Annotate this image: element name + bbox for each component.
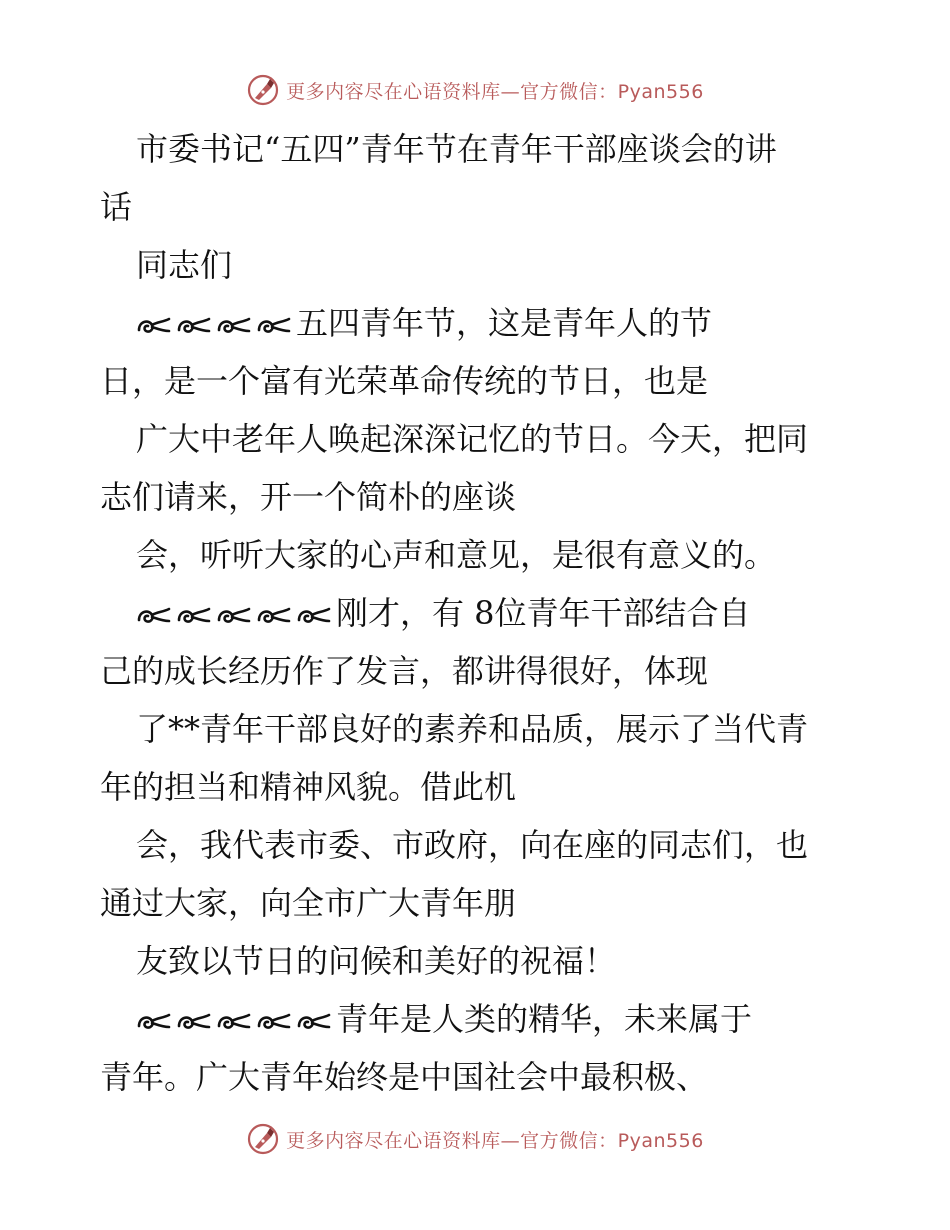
line-text: 青年是人类的精华，未来属于	[336, 1000, 753, 1038]
line-text: 友致以节日的问候和美好的祝福！	[136, 942, 617, 980]
line-text: 己的成长经历作了发言，都讲得很好，体现	[100, 652, 709, 690]
text-line	[136, 932, 896, 990]
line-text: 青年。广大青年始终是中国社会中最积极、	[100, 1058, 709, 1096]
text-line	[100, 1048, 860, 1106]
line-text: 志们请来，开一个简朴的座谈	[100, 478, 517, 516]
text-line	[100, 758, 860, 816]
text-line	[136, 990, 896, 1048]
banner-text: 更多内容尽在心语资料库—官方微信：Pyan556	[286, 1129, 704, 1152]
line-text: 日，是一个富有光荣革命传统的节日，也是	[100, 362, 709, 400]
line-text: 会，我代表市委、市政府，向在座的同志们，也	[136, 826, 809, 864]
line-text: 同志们	[136, 246, 233, 284]
text-line	[136, 294, 896, 352]
line-text: 五四青年节，这是青年人的节	[296, 304, 713, 342]
flourish-ornament-icon	[256, 315, 292, 337]
line-text: 广大中老年人唤起深深记忆的节日。今天，把同	[136, 420, 809, 458]
flourish-ornament-icon	[296, 1011, 332, 1033]
wechat-id: Pyan556	[617, 1129, 704, 1152]
text-line	[136, 526, 896, 584]
flourish-ornament-icon	[216, 315, 252, 337]
text-line	[100, 642, 860, 700]
line-text: 话	[100, 188, 133, 226]
flourish-ornament-icon	[176, 605, 212, 627]
line-text: 年的担当和精神风貌。借此机	[100, 768, 517, 806]
fountain-pen-nib-logo-icon	[246, 1122, 280, 1156]
text-line	[100, 352, 860, 410]
text-line	[136, 816, 896, 874]
flourish-ornament-icon	[136, 1011, 172, 1033]
line-text: 了**青年干部良好的素养和品质，展示了当代青	[136, 710, 809, 748]
line-text: 刚才，有 8位青年干部结合自	[336, 594, 751, 632]
flourish-ornament-icon	[256, 1011, 292, 1033]
line-text: 通过大家，向全市广大青年朋	[100, 884, 517, 922]
flourish-ornament-icon	[136, 605, 172, 627]
flourish-ornament-icon	[176, 315, 212, 337]
text-line	[136, 120, 896, 178]
wechat-id: Pyan556	[617, 80, 704, 103]
text-line	[136, 584, 896, 642]
text-line	[100, 468, 860, 526]
line-text: 市委书记“五四”青年节在青年干部座谈会的讲	[136, 130, 777, 168]
text-line	[100, 874, 860, 932]
fountain-pen-nib-logo-icon	[246, 73, 280, 107]
flourish-ornament-icon	[296, 605, 332, 627]
text-line	[136, 236, 896, 294]
footer-banner	[0, 1119, 950, 1159]
header-banner	[0, 70, 950, 110]
banner-text: 更多内容尽在心语资料库—官方微信：Pyan556	[286, 80, 704, 103]
text-line	[136, 700, 896, 758]
flourish-ornament-icon	[256, 605, 292, 627]
flourish-ornament-icon	[216, 605, 252, 627]
flourish-ornament-icon	[216, 1011, 252, 1033]
text-line	[136, 410, 896, 468]
line-text: 会，听听大家的心声和意见，是很有意义的。	[136, 536, 777, 574]
flourish-ornament-icon	[136, 315, 172, 337]
text-line	[100, 178, 860, 236]
flourish-ornament-icon	[176, 1011, 212, 1033]
